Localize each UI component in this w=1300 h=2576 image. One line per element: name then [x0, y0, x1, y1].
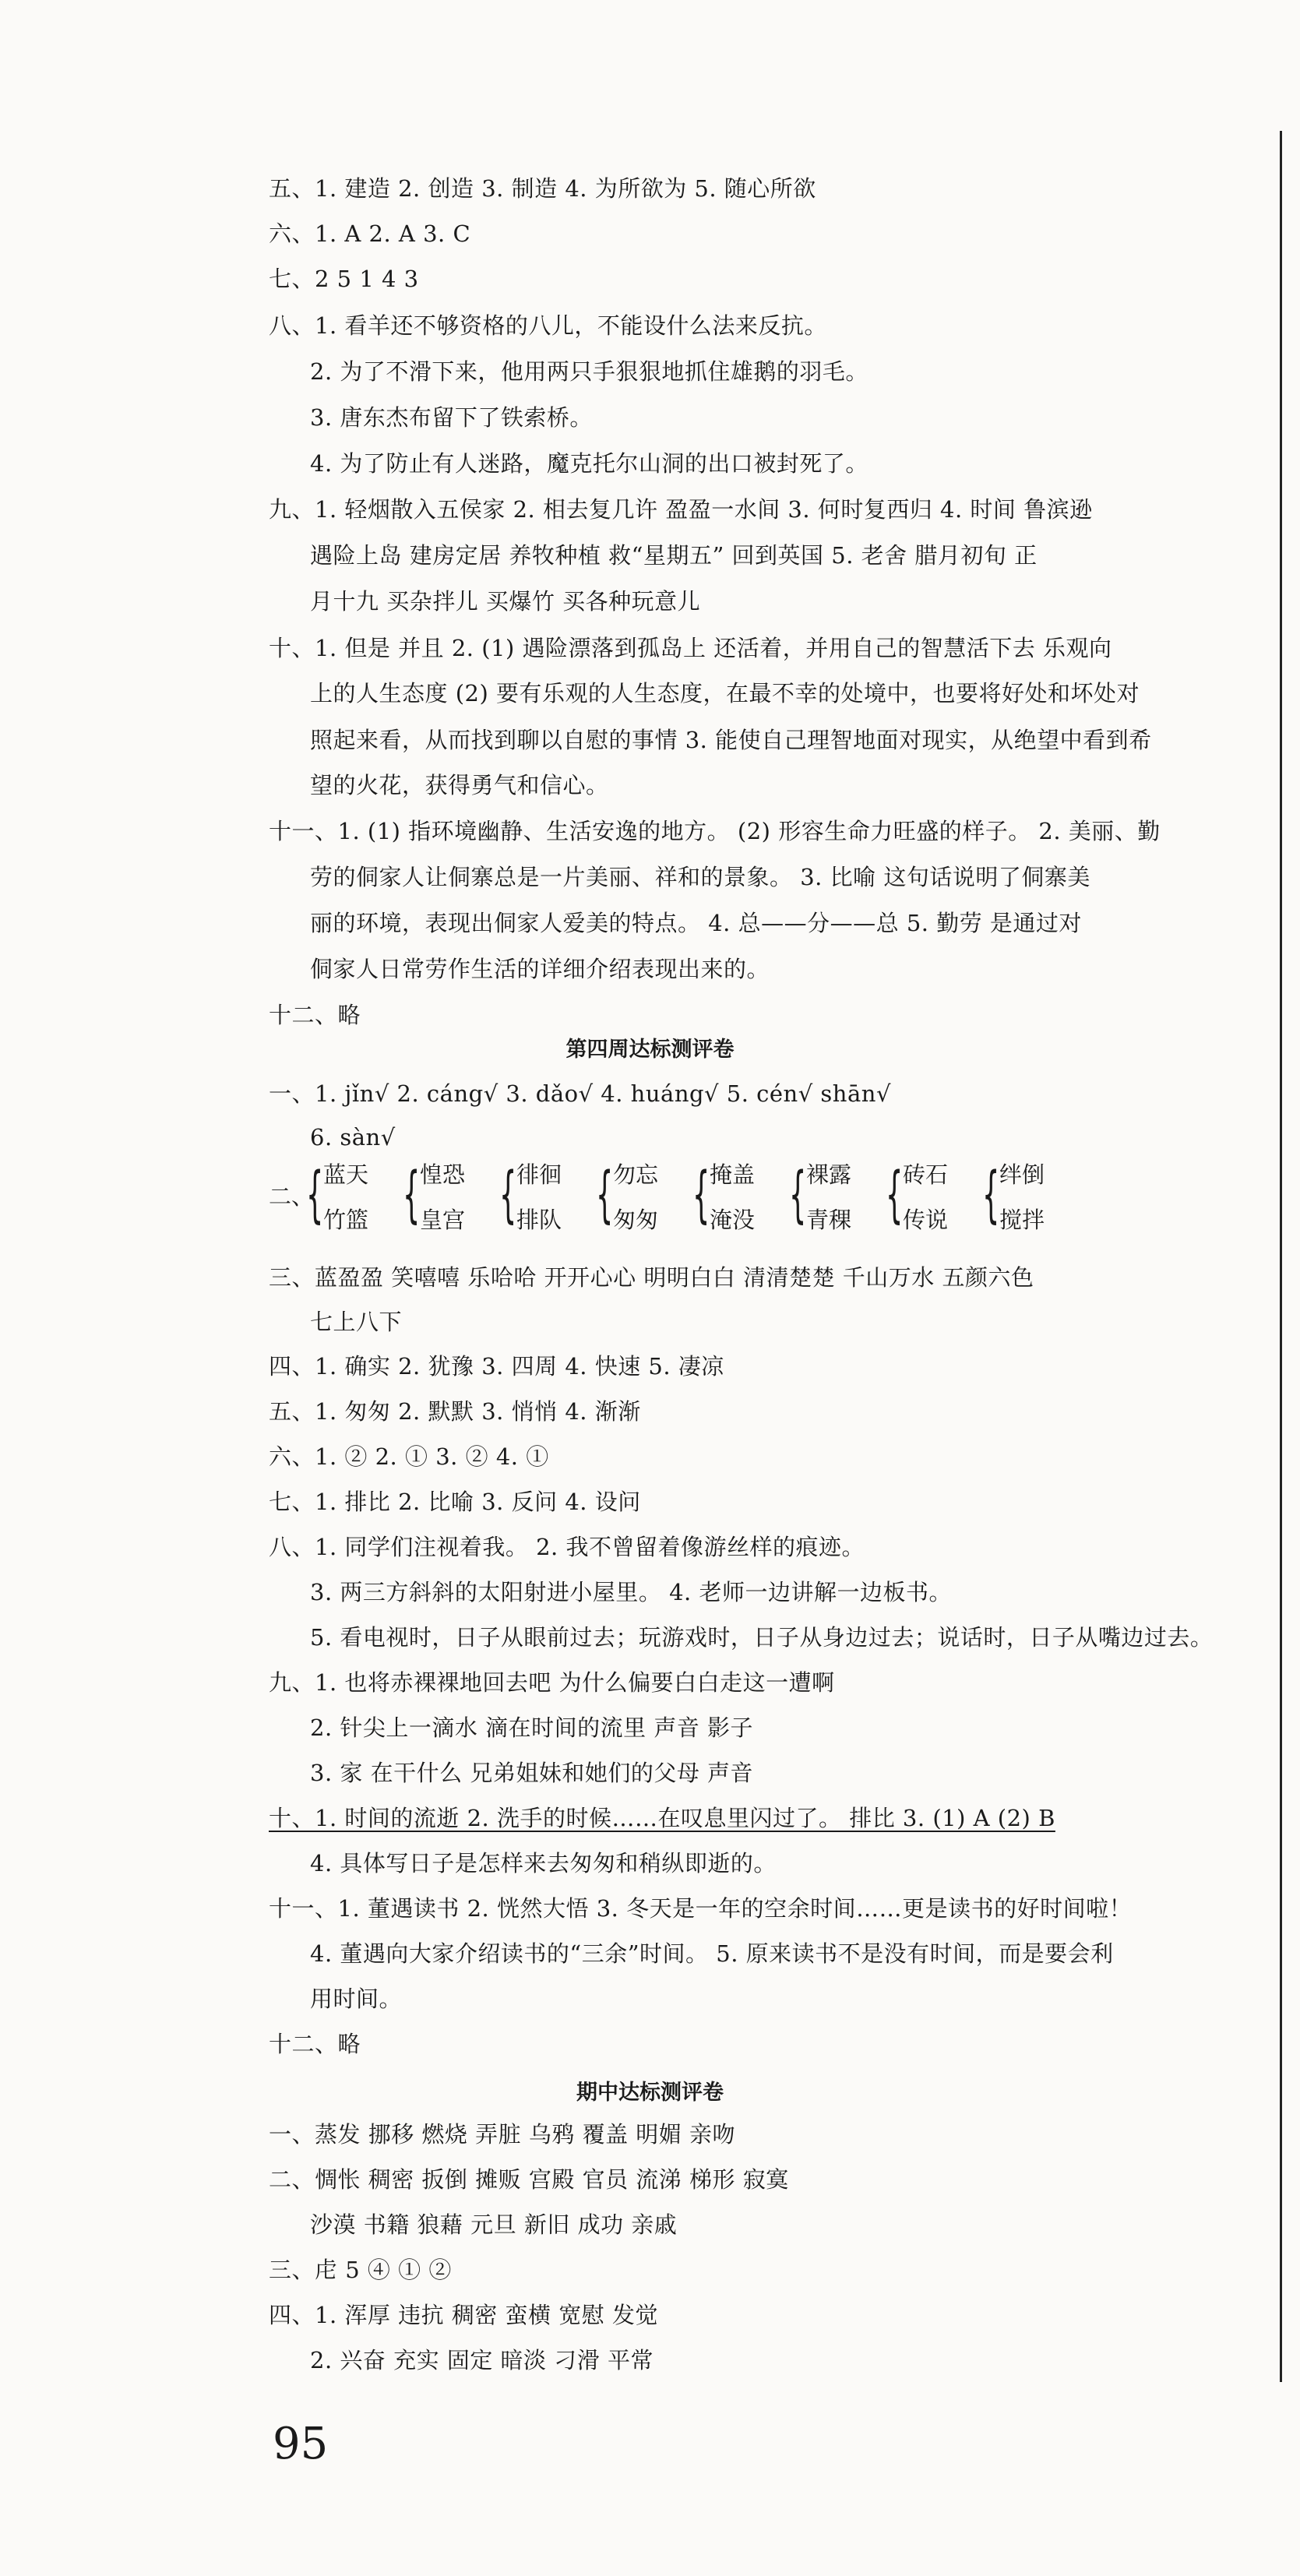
brace-glyph: { [886, 1160, 904, 1230]
answer-line: 五、1. 匆匆 2. 默默 3. 悄悄 4. 渐渐 [269, 1398, 641, 1425]
answer-line: 遇险上岛 建房定居 养牧种植 救“星期五” 回到英国 5. 老舍 腊月初旬 正 [310, 542, 1038, 569]
answer-line: 3. 家 在干什么 兄弟姐妹和她们的父母 声音 [310, 1760, 754, 1786]
answer-line: 八、1. 同学们注视着我。 2. 我不曾留着像游丝样的痕迹。 [269, 1534, 865, 1560]
answer-line: 十二、略 [269, 1002, 361, 1028]
answer-line: 侗家人日常劳作生活的详细介绍表现出来的。 [310, 956, 770, 982]
page-number: 95 [273, 2419, 329, 2469]
pair-word: 传说 [903, 1207, 949, 1233]
answer-line: 十、1. 但是 并且 2. (1) 遇险漂落到孤岛上 还活着，并用自己的智慧活下去 乐观向 [269, 635, 1112, 661]
section-heading-midterm: 期中达标测评卷 [576, 2081, 724, 2105]
answer-line: 3. 唐东杰布留下了铁索桥。 [310, 404, 593, 431]
answer-line: 五、1. 建造 2. 创造 3. 制造 4. 为所欲为 5. 随心所欲 [269, 175, 816, 202]
pair-word: 掩盖 [710, 1161, 756, 1188]
answer-line: 一、蒸发 挪移 燃烧 弄脏 乌鸦 覆盖 明媚 亲吻 [269, 2121, 736, 2148]
answer-line: 七上八下 [310, 1309, 403, 1335]
right-margin-rule [1280, 131, 1282, 2382]
question-label: 二、 [269, 1183, 315, 1210]
answer-line: 四、1. 浑厚 违抗 稠密 蛮横 宽慰 发觉 [269, 2302, 658, 2328]
brace-glyph: { [692, 1160, 710, 1230]
answer-line: 丽的环境，表现出侗家人爱美的特点。 4. 总——分——总 5. 勤劳 是通过对 [310, 910, 1082, 936]
answer-line: 4. 具体写日子是怎样来去匆匆和稍纵即逝的。 [310, 1850, 777, 1876]
answer-line: 5. 看电视时，日子从眼前过去；玩游戏时，日子从身边过去；说话时，日子从嘴边过去。 [310, 1624, 1214, 1651]
pair-word: 皇宫 [420, 1207, 466, 1233]
brace-glyph: { [499, 1160, 517, 1230]
answer-line: 2. 为了不滑下来，他用两只手狠狠地抓住雄鹅的羽毛。 [310, 358, 868, 385]
brace-glyph: { [596, 1160, 614, 1230]
answer-line: 用时间。 [310, 1986, 403, 2012]
answer-line: 三、虍 5 ④ ① ② [269, 2257, 452, 2283]
brace-glyph: { [306, 1160, 324, 1230]
pair-word: 搅拌 [999, 1207, 1045, 1233]
answer-line: 六、1. A 2. A 3. C [269, 220, 471, 247]
pair-word: 绊倒 [999, 1161, 1045, 1188]
pair-word: 惶恐 [420, 1161, 466, 1188]
answer-line: 6. sàn√ [310, 1124, 396, 1151]
answer-line: 十二、略 [269, 2031, 361, 2057]
brace-glyph: { [982, 1160, 1000, 1230]
answer-line: 2. 针尖上一滴水 滴在时间的流里 声音 影子 [310, 1714, 754, 1741]
pair-word: 匆匆 [613, 1207, 659, 1233]
section-heading-week4: 第四周达标测评卷 [565, 1038, 735, 1062]
answer-line: 六、1. ② 2. ① 3. ② 4. ① [269, 1443, 549, 1470]
answer-line: 九、1. 轻烟散入五侯家 2. 相去复几许 盈盈一水间 3. 何时复西归 4. 时间 鲁滨逊 [269, 496, 1093, 523]
pair-word: 淹没 [710, 1207, 756, 1233]
pair-word: 蓝天 [323, 1161, 369, 1188]
pair-word: 砖石 [903, 1161, 949, 1188]
answer-line: 3. 两三方斜斜的太阳射进小屋里。 4. 老师一边讲解一边板书。 [310, 1579, 952, 1605]
answer-line: 沙漠 书籍 狼藉 元旦 新旧 成功 亲戚 [310, 2211, 678, 2238]
answer-line: 七、1. 排比 2. 比喻 3. 反问 4. 设问 [269, 1489, 641, 1515]
answer-line: 二、惆怅 稠密 扳倒 摊贩 宫殿 官员 流涕 梯形 寂寞 [269, 2166, 789, 2193]
answer-line: 一、1. jǐn√ 2. cáng√ 3. dǎo√ 4. huáng√ 5. cén√ shān√ [269, 1080, 891, 1107]
answer-line: 八、1. 看羊还不够资格的八儿，不能设什么法来反抗。 [269, 312, 827, 339]
answer-line: 4. 董遇向大家介绍读书的“三余”时间。 5. 原来读书不是没有时间，而是要会利 [310, 1940, 1114, 1967]
answer-line: 2. 兴奋 充实 固定 暗淡 刁滑 平常 [310, 2347, 654, 2373]
answer-line: 照起来看，从而找到聊以自慰的事情 3. 能使自己理智地面对现实，从绝望中看到希 [310, 727, 1152, 753]
answer-line: 十、1. 时间的流逝 2. 洗手的时候……在叹息里闪过了。 排比 3. (1) A (2) B [269, 1805, 1055, 1831]
answer-line: 劳的侗家人让侗寨总是一片美丽、祥和的景象。 3. 比喻 这句话说明了侗寨美 [310, 864, 1090, 890]
answer-line: 上的人生态度 (2) 要有乐观的人生态度，在最不幸的处境中，也要将好处和坏处对 [310, 680, 1140, 707]
answer-line: 月十九 买杂拌儿 买爆竹 买各种玩意儿 [310, 588, 701, 615]
answer-line: 七、2 5 1 4 3 [269, 266, 419, 292]
pair-word: 徘徊 [516, 1161, 562, 1188]
brace-glyph: { [403, 1160, 421, 1230]
pair-word: 竹篮 [323, 1207, 369, 1233]
answer-line: 十一、1. 董遇读书 2. 恍然大悟 3. 冬天是一年的空余时间……更是读书的好时间啦！ [269, 1895, 1133, 1922]
answer-line: 九、1. 也将赤裸裸地回去吧 为什么偏要白白走这一遭啊 [269, 1669, 835, 1696]
answer-line: 望的火花，获得勇气和信心。 [310, 772, 609, 798]
answer-line: 4. 为了防止有人迷路，魔克托尔山洞的出口被封死了。 [310, 450, 868, 477]
pair-word: 裸露 [806, 1161, 852, 1188]
pair-word: 排队 [516, 1207, 562, 1233]
pair-word: 勿忘 [613, 1161, 659, 1188]
pair-word: 青稞 [806, 1207, 852, 1233]
answer-line: 三、蓝盈盈 笑嘻嘻 乐哈哈 开开心心 明明白白 清清楚楚 千山万水 五颜六色 [269, 1264, 1034, 1291]
answer-line: 四、1. 确实 2. 犹豫 3. 四周 4. 快速 5. 凄凉 [269, 1353, 724, 1380]
brace-glyph: { [789, 1160, 807, 1230]
answer-line: 十一、1. (1) 指环境幽静、生活安逸的地方。 (2) 形容生命力旺盛的样子。 2. 美丽、勤 [269, 818, 1161, 844]
